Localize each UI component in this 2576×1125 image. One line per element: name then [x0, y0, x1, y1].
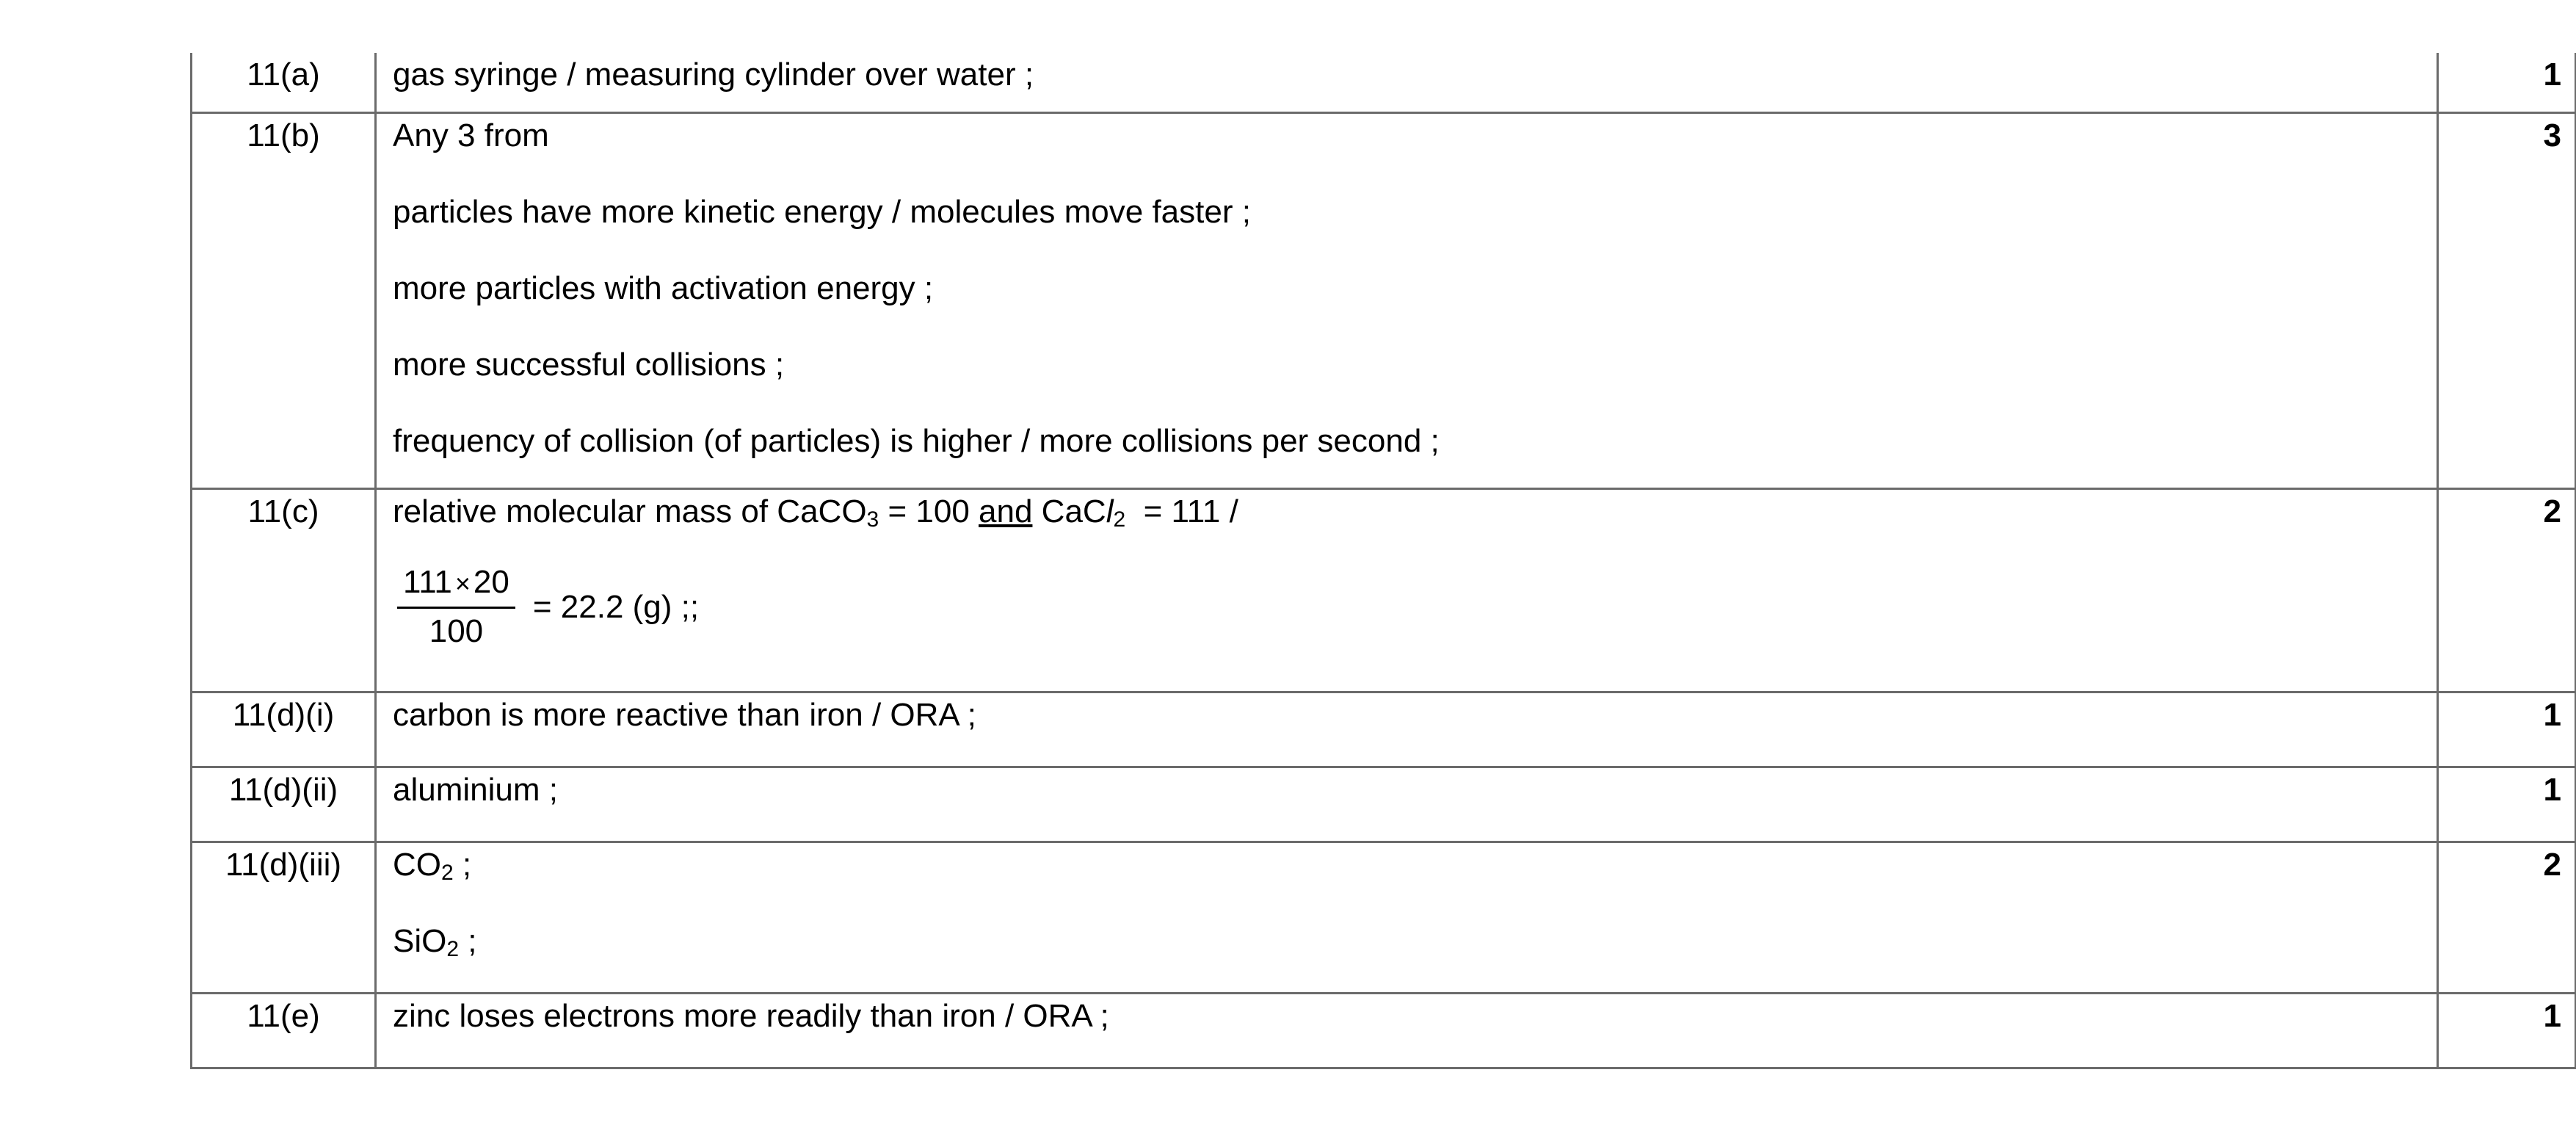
fraction-numerator: 111 ×20	[397, 564, 515, 609]
answer-line: gas syringe / measuring cylinder over water ;	[393, 57, 1034, 93]
question-number: 11(d)(iii)	[192, 842, 376, 993]
table-row	[192, 842, 2576, 993]
answer-cell	[376, 53, 2438, 112]
table-row	[192, 993, 2576, 1068]
table-row	[192, 767, 2576, 842]
answer-line: Any 3 from	[393, 117, 549, 153]
answer-line: aluminium ;	[393, 771, 558, 808]
formula-line: $CO_2$ ;	[393, 846, 472, 885]
answer-line: more successful collisions ;	[393, 346, 785, 383]
answer-cell	[376, 692, 2438, 767]
question-number: 11(b)	[192, 112, 376, 488]
answer-cell	[376, 993, 2438, 1068]
marks-cell: 1	[2438, 993, 2576, 1068]
table-row	[192, 692, 2576, 767]
question-number: 11(a)	[192, 53, 376, 112]
answer-cell	[376, 767, 2438, 842]
question-number: 11(d)(i)	[192, 692, 376, 767]
answer-line: frequency of collision (of particles) is higher / more collisions per second ;	[393, 422, 1440, 459]
question-number: 11(c)	[192, 488, 376, 692]
molecular-mass-line: relative molecular mass of CaCO$_3$ = 100 and CaCl$_2$ = 111 /	[393, 493, 1238, 532]
fraction-result: = 22.2 (g) ;;	[532, 588, 700, 625]
answer-cell	[376, 112, 2438, 488]
table-row	[192, 53, 2576, 112]
marks-cell: 1	[2438, 767, 2576, 842]
table-row	[192, 112, 2576, 488]
formula-line: SiO$_2$ ;	[393, 922, 477, 961]
table-row	[192, 488, 2576, 692]
marks-cell: 1	[2438, 692, 2576, 767]
question-number: 11(e)	[192, 993, 376, 1068]
mark-scheme-table	[190, 53, 2576, 1069]
answer-cell	[376, 842, 2438, 993]
marks-cell: 3	[2438, 112, 2576, 488]
fraction-calculation	[393, 556, 2422, 659]
answer-line: carbon is more reactive than iron / ORA ;	[393, 696, 976, 733]
fraction	[397, 564, 515, 650]
answer-line: particles have more kinetic energy / molecules move faster ;	[393, 193, 1251, 230]
answer-line: zinc loses electrons more readily than iron / ORA ;	[393, 997, 1109, 1034]
fraction-denominator: 100	[429, 613, 484, 649]
question-number: 11(d)(ii)	[192, 767, 376, 842]
marks-cell: 2	[2438, 842, 2576, 993]
and-underlined: and	[979, 493, 1033, 529]
marks-cell: 2	[2438, 488, 2576, 692]
marks-cell: 1	[2438, 53, 2576, 112]
answer-line: more particles with activation energy ;	[393, 270, 934, 306]
answer-cell	[376, 488, 2438, 692]
